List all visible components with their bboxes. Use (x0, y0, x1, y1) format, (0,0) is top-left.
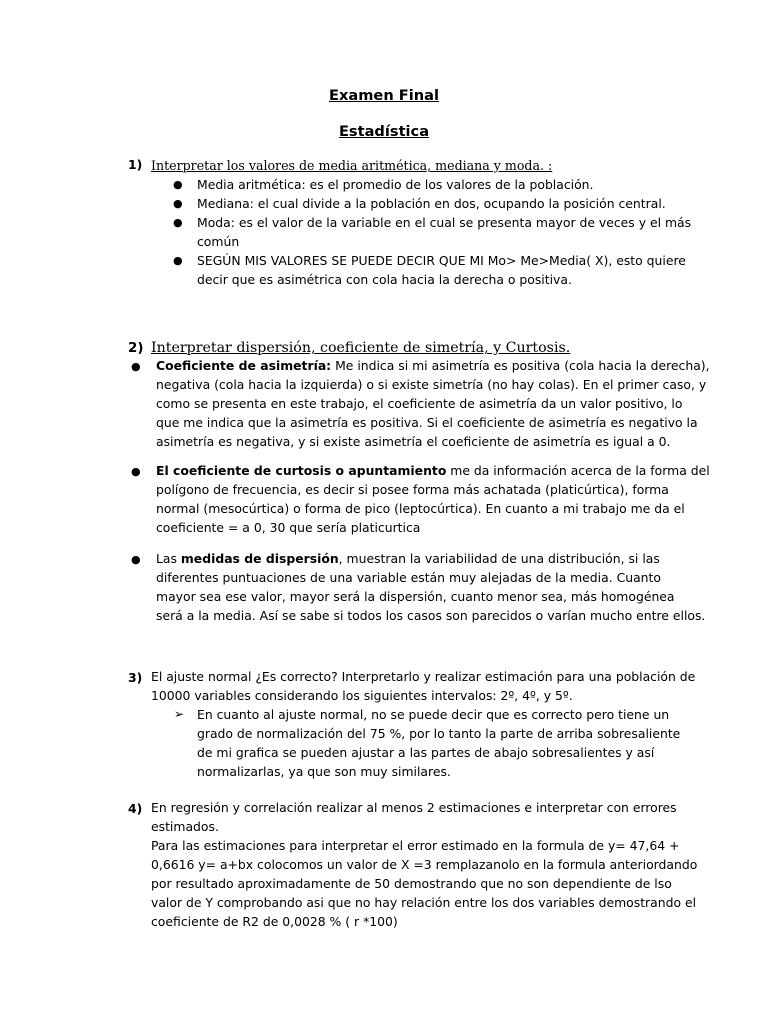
q2-bullet-3-line: mayor sea ese valor, mayor será la dispersión, cuanto menor sea, más homogénea (156, 589, 675, 604)
bullet-icon: ● (173, 197, 183, 210)
q3-answer: En cuanto al ajuste normal, no se puede decir que es correcto pero tiene un (197, 707, 670, 722)
q2-number: 2) (128, 341, 144, 356)
q1-bullet-1: Media aritmética: es el promedio de los valores de la población. (197, 177, 594, 192)
q4-text: por resultado aproximadamente de 50 demostrando que no son dependiente de lso (151, 876, 672, 891)
bullet-icon: ● (173, 254, 183, 267)
q2-bullet-2-text: me da información acerca de la forma del (446, 463, 710, 478)
q2-bullet-3-term: medidas de dispersión (180, 551, 339, 566)
q1-bullet-4: SEGÚN MIS VALORES SE PUEDE DECIR QUE MI Mo> Me>Media( X), esto quiere (197, 253, 686, 268)
q2-bullet-3-text: , muestran la variabilidad de una distribución, si las (338, 551, 660, 566)
q2-heading: Interpretar dispersión, coeficiente de simetría, y Curtosis. (151, 340, 571, 356)
q4-text: Para las estimaciones para interpretar el error estimado en la formula de y= 47,64 + (151, 838, 680, 853)
q1-heading: Interpretar los valores de media aritmética, mediana y moda. : (151, 158, 553, 173)
q3-answer: normalizarlas, ya que son muy similares. (197, 764, 451, 779)
q2-bullet-3-line: diferentes puntuaciones de una variable están muy alejadas de la media. Cuanto (156, 570, 661, 585)
q2-bullet-3 (156, 549, 660, 568)
bullet-icon: ● (131, 360, 141, 373)
document-subtitle: Estadística (338, 123, 430, 140)
q2-bullet-1-text: Me indica si mi asimetría es positiva (cola hacia la derecha), (331, 358, 710, 373)
bullet-icon: ● (131, 465, 141, 478)
q2-bullet-2-term: El coeficiente de curtosis o apuntamiento (156, 463, 447, 478)
q2-bullet-1-line: que me indica que la asimetría es positiva. Si el coeficiente de asimetría es negativo la (156, 415, 698, 430)
q2-bullet-1 (156, 356, 710, 375)
q3-answer: grado de normalización del 75 %, por lo tanto la parte de arriba sobresaliente (197, 726, 681, 741)
arrow-bullet-icon: ➢ (174, 707, 185, 721)
q3-answer: de mi grafica se pueden ajustar a las partes de abajo sobresalientes y así (197, 745, 655, 760)
q3-text: El ajuste normal ¿Es correcto? Interpretarlo y realizar estimación para una población de (151, 669, 696, 684)
q2-bullet-2 (156, 461, 710, 480)
bullet-icon: ● (173, 178, 183, 191)
q3-number: 3) (128, 670, 143, 685)
q2-bullet-1-line: asimetría es negativa, y si existe asimetría el coeficiente de asimetría es igual a 0. (156, 434, 671, 449)
q4-text: coeficiente de R2 de 0,0028 % ( r *100) (151, 914, 398, 929)
q2-bullet-1-line: como se presenta en este trabajo, el coeficiente de asimetría da un valor positivo, lo (156, 396, 683, 411)
q2-bullet-2-line: normal (mesocúrtica) o forma de pico (leptocúrtica). En cuanto a mi trabajo me da el (156, 501, 685, 516)
q2-bullet-2-line: polígono de frecuencia, es decir si posee forma más achatada (platicúrtica), forma (156, 482, 669, 497)
q4-text: estimados. (151, 819, 219, 834)
q2-bullet-3-pre: Las (156, 551, 181, 566)
q4-text: En regresión y correlación realizar al menos 2 estimaciones e interpretar con errores (151, 800, 677, 815)
q1-bullet-4-cont: decir que es asimétrica con cola hacia la derecha o positiva. (197, 272, 572, 287)
q1-bullet-2: Mediana: el cual divide a la población en dos, ocupando la posición central. (197, 196, 666, 211)
q2-bullet-1-line: negativa (cola hacia la izquierda) o si existe simetría (no hay colas). En el primer caso, y (156, 377, 707, 392)
q2-bullet-3-line: será a la media. Así se sabe si todos los casos son parecidos o varían mucho entre ellos. (156, 608, 706, 623)
q2-bullet-2-line: coeficiente = a 0, 30 que sería platicurtica (156, 520, 421, 535)
q4-text: 0,6616 y= a+bx colocomos un valor de X =3 remplazanolo en la formula anteriordando (151, 857, 698, 872)
q1-number: 1) (128, 157, 143, 172)
q1-bullet-3: Moda: es el valor de la variable en el cual se presenta mayor de veces y el más (197, 215, 692, 230)
q1-bullet-3-cont: común (197, 234, 240, 249)
q4-text: valor de Y comprobando asi que no hay relación entre los dos variables demostrando el (151, 895, 697, 910)
q3-text: 10000 variables considerando los siguientes intervalos: 2º, 4º, y 5º. (151, 688, 573, 703)
bullet-icon: ● (173, 216, 183, 229)
q4-number: 4) (128, 801, 143, 816)
q2-bullet-1-term: Coeficiente de asimetría: (156, 358, 332, 373)
document-title: Examen Final (328, 87, 440, 104)
bullet-icon: ● (131, 553, 141, 566)
